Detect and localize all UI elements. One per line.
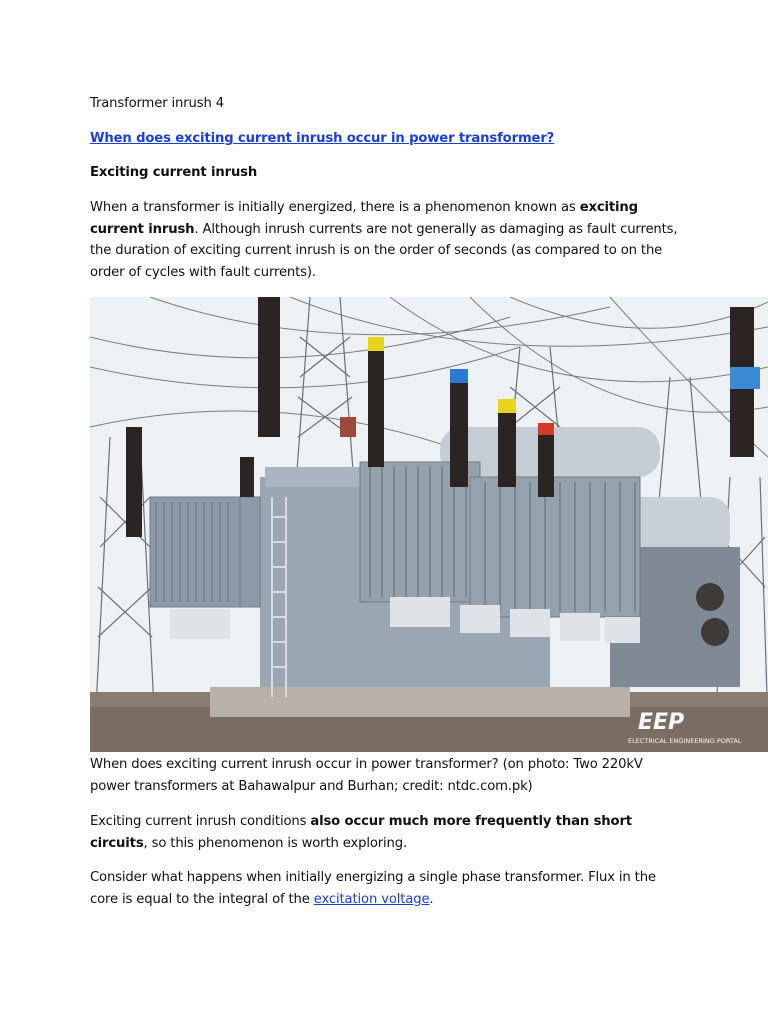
watermark-text: ELECTRICAL ENGINEERING PORTAL [628, 737, 742, 745]
flux-text-1: Consider what happens when initially energizing a single phase transformer. Flux in the core is equal to the integral of the [90, 870, 656, 907]
transformer-photo [90, 297, 768, 752]
watermark-logo: EEP [638, 710, 685, 735]
frequency-paragraph [90, 811, 680, 854]
section-heading: Exciting current inrush [90, 165, 258, 180]
excitation-voltage-link[interactable]: excitation voltage [313, 891, 430, 907]
flux-text-2: . [429, 891, 434, 907]
frequency-bold-phrase: also occur much more frequently than short circuits [90, 814, 632, 851]
frequency-text-2: , so this phenomenon is worth exploring. [143, 835, 408, 851]
document-title: Transformer inrush 4 [90, 96, 224, 111]
intro-text-2: . Although inrush currents are not generally as damaging as fault currents, the duration of exciting current inrush is on the order of seconds (as compared to on the order of cycles with fault currents). [90, 221, 678, 280]
frequency-text-1: Exciting current inrush conditions [90, 814, 311, 829]
photo-caption: When does exciting current inrush occur in power transformer? (on photo: Two 220kV power transformers at Bahawalpur and Burhan; credit: ntdc.com.pk) [90, 757, 643, 794]
flux-paragraph [90, 867, 680, 910]
intro-bold-term: exciting current inrush [90, 200, 638, 237]
article-link-heading[interactable]: When does exciting current inrush occur in power transformer? [90, 131, 555, 146]
intro-paragraph [90, 197, 680, 283]
intro-text-1: When a transformer is initially energized, there is a phenomenon known as [90, 200, 580, 215]
